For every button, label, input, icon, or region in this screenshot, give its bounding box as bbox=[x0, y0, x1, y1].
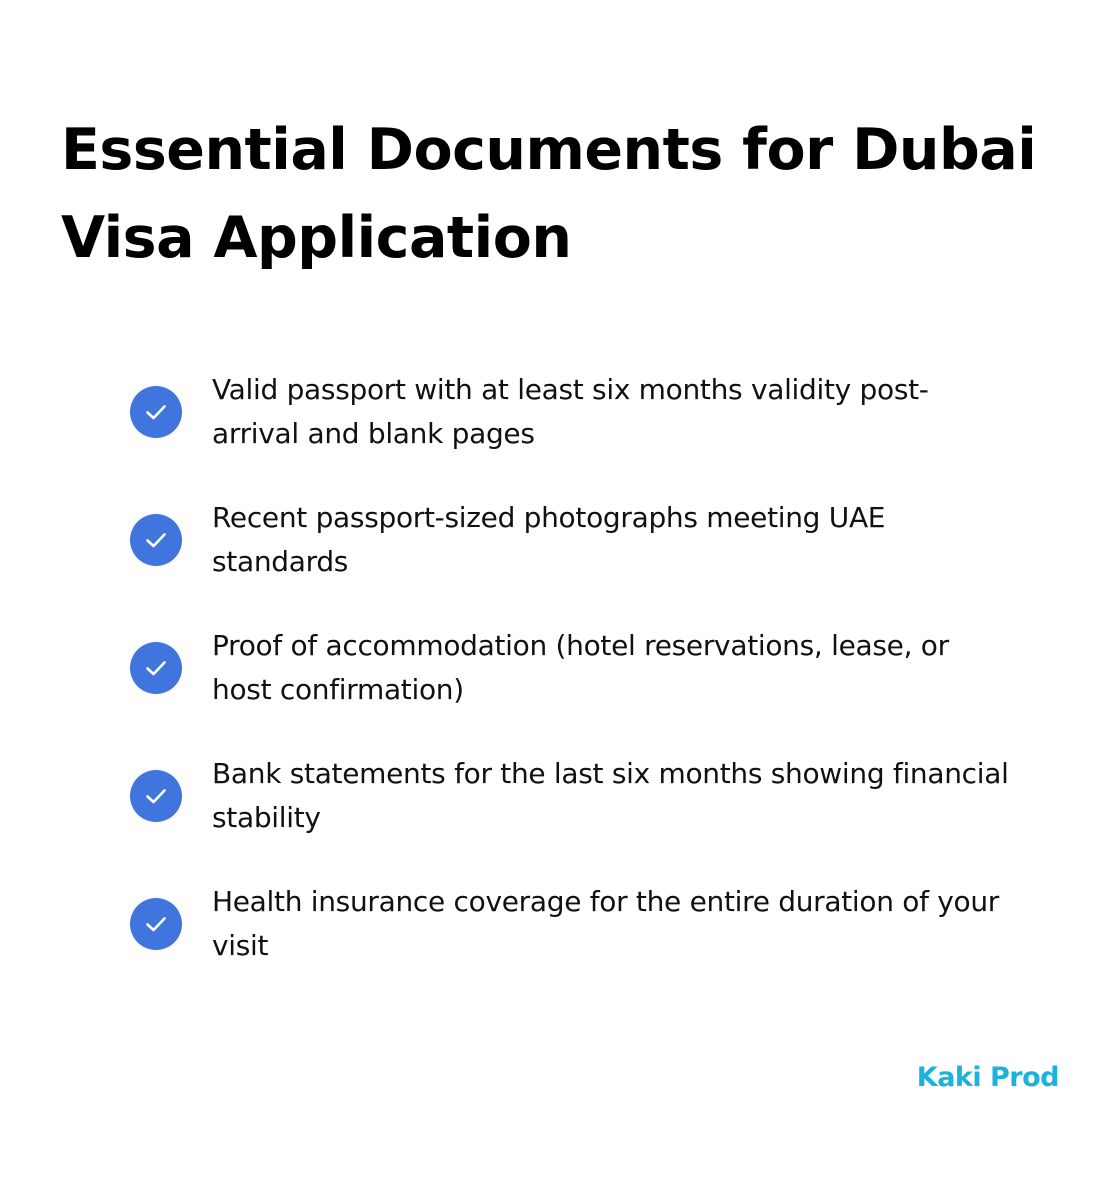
documents-checklist bbox=[130, 368, 1030, 1008]
check-icon bbox=[130, 770, 182, 822]
list-item bbox=[130, 496, 1030, 624]
check-icon bbox=[130, 642, 182, 694]
list-item bbox=[130, 624, 1030, 752]
check-icon bbox=[130, 514, 182, 566]
check-icon bbox=[130, 386, 182, 438]
list-item bbox=[130, 752, 1030, 880]
list-item-text: Recent passport-sized photographs meeting UAE standards bbox=[212, 501, 886, 578]
check-icon bbox=[130, 898, 182, 950]
list-item-text: Bank statements for the last six months showing financial stability bbox=[212, 757, 1009, 834]
brand-logo: Kaki Prod bbox=[916, 1062, 1059, 1093]
page-title: Essential Documents for Dubai Visa Application bbox=[61, 117, 1037, 271]
list-item-text: Proof of accommodation (hotel reservations, lease, or host confirmation) bbox=[212, 629, 949, 706]
list-item-text: Valid passport with at least six months validity post-arrival and blank pages bbox=[212, 373, 929, 450]
list-item bbox=[130, 368, 1030, 496]
list-item bbox=[130, 880, 1030, 1008]
list-item-text: Health insurance coverage for the entire duration of your visit bbox=[212, 885, 1000, 962]
